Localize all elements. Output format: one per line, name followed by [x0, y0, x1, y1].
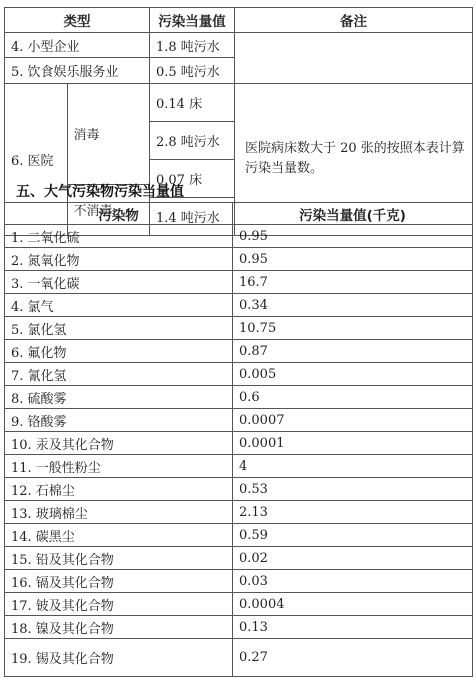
- pollutant-name: 5. 氯化氢: [5, 317, 233, 340]
- pollutant-value: 0.27: [233, 639, 473, 677]
- value-cell: 0.07 床: [150, 159, 235, 197]
- pollutant-value: 0.0001: [233, 432, 473, 455]
- table-row: [5, 616, 473, 639]
- pollutant-name: 13. 玻璃棉尘: [5, 501, 233, 524]
- table-header-row: [5, 203, 473, 225]
- pollutant-value: 2.13: [233, 501, 473, 524]
- hospital-row: [5, 84, 473, 122]
- pollutant-name: 11. 一般性粉尘: [5, 455, 233, 478]
- pollutant-value: 0.95: [233, 248, 473, 271]
- pollutant-value: 0.34: [233, 294, 473, 317]
- pollutant-value: 0.005: [233, 363, 473, 386]
- pollutant-name: 12. 石棉尘: [5, 478, 233, 501]
- header-type: 类型: [5, 8, 150, 33]
- section-title: 五、大气污染物污染当量值: [16, 184, 184, 200]
- table-row: [5, 363, 473, 386]
- pollutant-value: 0.02: [233, 547, 473, 570]
- table-row: [5, 501, 473, 524]
- table-row: [5, 317, 473, 340]
- pollutant-name: 10. 汞及其化合物: [5, 432, 233, 455]
- table-row: [5, 33, 473, 58]
- table-row: [5, 524, 473, 547]
- pollutant-value: 0.87: [233, 340, 473, 363]
- table-row: [5, 271, 473, 294]
- table-header-row: [5, 8, 473, 33]
- table-row: [5, 570, 473, 593]
- pollutant-value: 0.0007: [233, 409, 473, 432]
- pollutant-value: 0.03: [233, 570, 473, 593]
- note-cell-empty: [235, 33, 473, 84]
- pollutant-name: 17. 铍及其化合物: [5, 593, 233, 616]
- table-row: [5, 386, 473, 409]
- disinfect-label: 消毒: [67, 84, 150, 184]
- pollutant-value: 0.13: [233, 616, 473, 639]
- type-cell: 4. 小型企业: [5, 33, 150, 58]
- table-row: [5, 455, 473, 478]
- table-row: [5, 340, 473, 363]
- table-row: [5, 225, 473, 248]
- header-note: 备注: [235, 8, 473, 33]
- pollutant-name: 19. 锡及其化合物: [5, 639, 233, 677]
- header-pollutant: 污染物: [5, 203, 233, 225]
- value-cell: 2.8 吨污水: [150, 121, 235, 159]
- table-row: [5, 639, 473, 677]
- pollutant-name: 2. 氮氧化物: [5, 248, 233, 271]
- pollutant-value: 0.59: [233, 524, 473, 547]
- value-cell: 0.5 吨污水: [150, 58, 235, 84]
- pollutant-name: 18. 镍及其化合物: [5, 616, 233, 639]
- table-row: [5, 593, 473, 616]
- pollutant-name: 1. 二氧化硫: [5, 225, 233, 248]
- table-row: [5, 294, 473, 317]
- pollutant-name: 16. 镉及其化合物: [5, 570, 233, 593]
- pollutant-value: 10.75: [233, 317, 473, 340]
- pollutant-value: 16.7: [233, 271, 473, 294]
- table-row: [5, 432, 473, 455]
- pollutant-name: 3. 一氧化碳: [5, 271, 233, 294]
- pollutant-name: 4. 氯气: [5, 294, 233, 317]
- table-row: [5, 478, 473, 501]
- hospital-note: 医院病床数大于 20 张的按照本表计算污染当量数。: [235, 84, 473, 236]
- no-disinfect-label: 不消毒: [73, 204, 113, 219]
- pollutant-name: 7. 氰化氢: [5, 363, 233, 386]
- value-cell: 0.14 床: [150, 84, 235, 122]
- pollutant-name: 15. 铅及其化合物: [5, 547, 233, 570]
- value-cell: 1.4 吨污水: [150, 197, 235, 235]
- pollutant-value: 0.0004: [233, 593, 473, 616]
- pollutant-value: 4: [233, 455, 473, 478]
- pollutant-value: 0.53: [233, 478, 473, 501]
- pollutant-name: 9. 铬酸雾: [5, 409, 233, 432]
- header-value: 污染当量值: [150, 8, 235, 33]
- value-cell: 1.8 吨污水: [150, 33, 235, 58]
- header-equivalent: 污染当量值(千克): [233, 203, 473, 225]
- pollutant-name: 6. 氟化物: [5, 340, 233, 363]
- type-cell: 5. 饮食娱乐服务业: [5, 58, 150, 84]
- pollutant-name: 8. 硫酸雾: [5, 386, 233, 409]
- pollutant-value: 0.6: [233, 386, 473, 409]
- table-row: [5, 409, 473, 432]
- pollutant-name: 14. 碳黑尘: [5, 524, 233, 547]
- pollutant-value: 0.95: [233, 225, 473, 248]
- table-row: [5, 547, 473, 570]
- hospital-label: 6. 医院: [5, 84, 67, 235]
- table-row: [5, 248, 473, 271]
- air-pollutant-table: [4, 202, 473, 677]
